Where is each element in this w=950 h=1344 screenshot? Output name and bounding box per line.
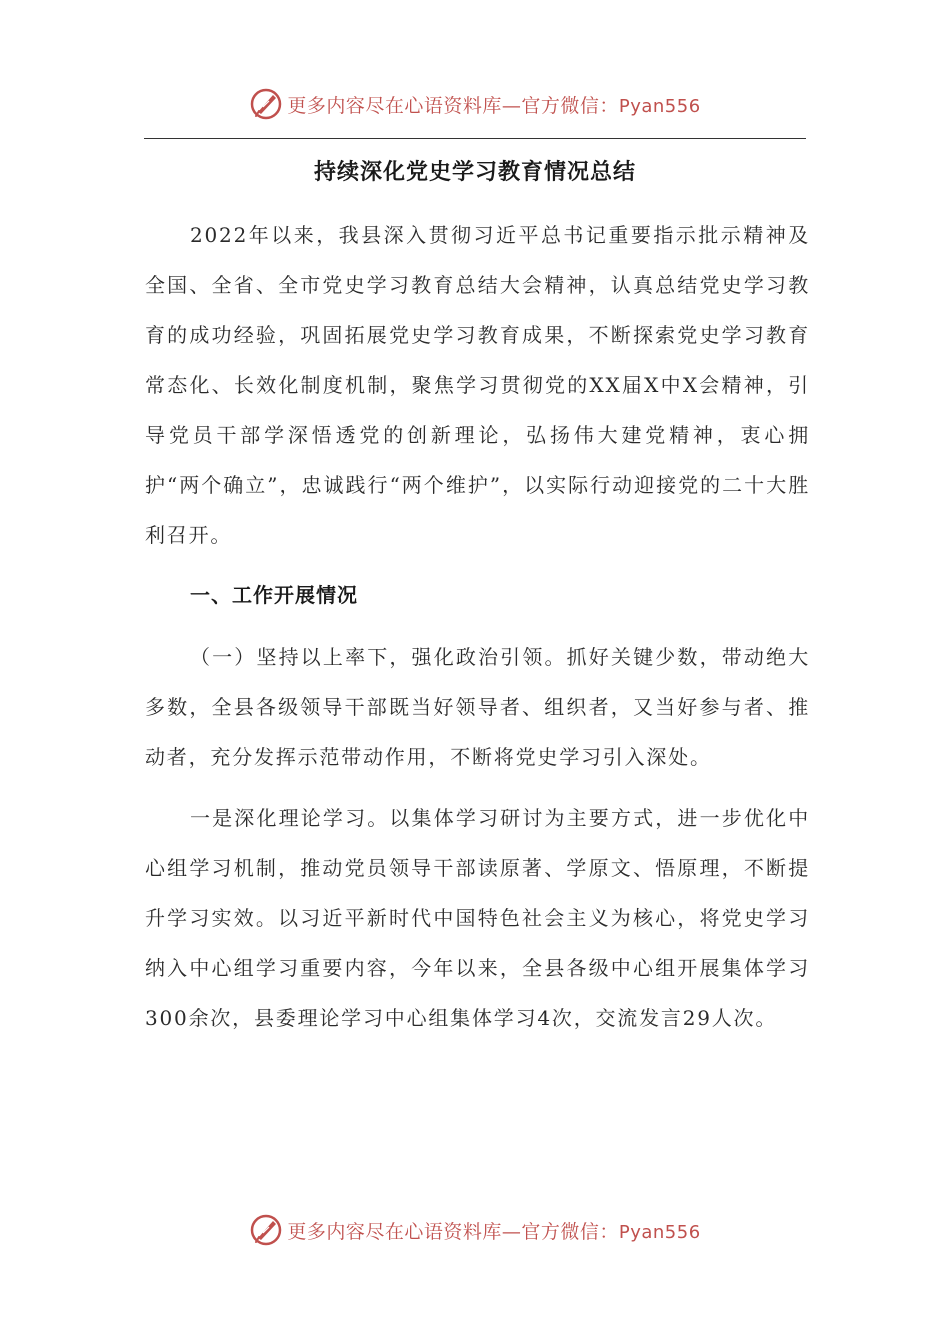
watermark-text <box>287 91 700 118</box>
watermark-label: 更多内容尽在心语资料库—官方微信： <box>287 94 619 117</box>
intro-paragraph: 2022年以来，我县深入贯彻习近平总书记重要指示批示精神及全国、全省、全市党史学习教育总结大会精神，认真总结党史学习教育的成功经验，巩固拓展党史学习教育成果，不断探索党史学习教育常态化、长效化制度机制，聚焦学习贯彻党的XX届X中X会精神，引导党员干部学深悟透党的创新理论，弘扬伟大建党精神，衷心拥护“两个确立”，忠诚践行“两个维护”，以实际行动迎接党的二十大胜利召开。 <box>145 223 810 547</box>
point-paragraph: 一是深化理论学习。以集体学习研讨为主要方式，进一步优化中心组学习机制，推动党员领导干部读原著、学原文、悟原理，不断提升学习实效。以习近平新时代中国特色社会主义为核心，将党史学习纳入中心组学习重要内容，今年以来，全县各级中心组开展集体学习300余次，县委理论学习中心组集体学习4次，交流发言29人次。 <box>145 806 810 1030</box>
quill-logo-icon <box>249 87 283 121</box>
quill-logo-icon <box>249 1213 283 1247</box>
document-title: 持续深化党史学习教育情况总结 <box>313 160 636 185</box>
subsection-paragraph: （一）坚持以上率下，强化政治引领。抓好关键少数，带动绝大多数，全县各级领导干部既当好领导者、组织者，又当好参与者、推动者，充分发挥示范带动作用，不断将党史学习引入深处。 <box>145 645 810 769</box>
header-divider <box>144 138 806 139</box>
watermark-banner-top <box>0 84 950 124</box>
watermark-text <box>287 1217 700 1244</box>
wechat-id: Pyan556 <box>618 95 701 117</box>
section-heading: 一、工作开展情况 <box>190 583 358 607</box>
wechat-id: Pyan556 <box>618 1221 701 1243</box>
watermark-label: 更多内容尽在心语资料库—官方微信： <box>287 1220 619 1243</box>
watermark-banner-bottom <box>0 1210 950 1250</box>
